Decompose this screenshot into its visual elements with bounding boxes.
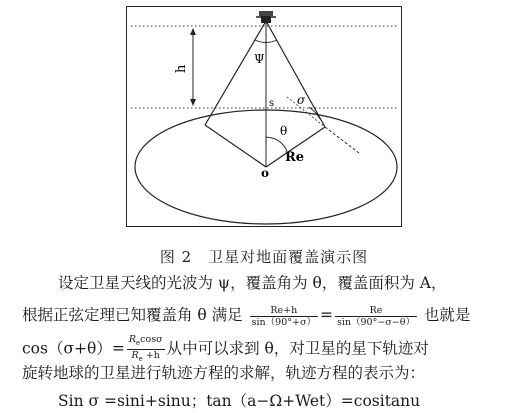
- height-arrow-up: [190, 28, 196, 35]
- line2-text-b: 也就是: [423, 306, 471, 324]
- fraction-1-numerator: Re+h: [250, 305, 318, 317]
- radius-left: [205, 125, 266, 167]
- fraction-1: [250, 305, 318, 328]
- trajectory-formula: Sin σ =sini+sinu；tan（a−Ω+Wet）=cositanu: [58, 392, 421, 410]
- fraction-3-numerator-sub: e: [136, 338, 141, 347]
- fraction-1-denominator: sin（90°+σ）: [251, 316, 316, 328]
- figure-caption: 图 2 卫星对地面覆盖演示图: [159, 248, 369, 266]
- coverage-diagram: [127, 7, 403, 228]
- tangent-extension: [325, 127, 359, 153]
- paragraph-line-2: [22, 303, 470, 328]
- cone-left-edge: [205, 21, 266, 125]
- radius-label: Re: [285, 150, 305, 165]
- fraction-3-numerator-rest: cosσ: [140, 334, 163, 345]
- fraction-3-denominator-sub: e: [138, 354, 143, 363]
- satellite-icon: [256, 11, 276, 23]
- theta-label: θ: [280, 124, 288, 138]
- fraction-2-numerator: Re: [335, 305, 417, 317]
- fraction-2-denominator: sin（90°−σ−θ）: [336, 316, 415, 328]
- elevation-reference: [287, 97, 325, 127]
- line2-text-a: 根据正弦定理已知覆盖角 θ 满足: [22, 306, 243, 324]
- paragraph-line-1: 设定卫星天线的光波为 ψ，覆盖角为 θ，覆盖面积为 A，: [58, 274, 447, 292]
- line3-text-b: 从中可以求到 θ，对卫星的星下轨迹对: [166, 339, 429, 358]
- theta-arc: [266, 137, 287, 151]
- height-arrow-down: [190, 99, 196, 106]
- equals-sign: =: [319, 306, 333, 324]
- coverage-figure: [126, 6, 402, 227]
- fraction-2: [335, 305, 417, 328]
- psi-label: Ψ: [254, 52, 265, 66]
- fraction-3-denominator-r: R: [131, 349, 139, 361]
- sigma-label: σ: [297, 93, 306, 107]
- earth-center-label: o: [261, 166, 270, 180]
- paragraph-line-4: 旋转地球的卫星进行轨迹方程的求解，轨迹方程的表示为：: [22, 364, 426, 382]
- subsatellite-point-label: s: [269, 98, 275, 109]
- line3-text-a: cos（σ+θ）=: [22, 339, 125, 358]
- fraction-3-denominator-rest: +h: [142, 349, 160, 361]
- height-label: h: [174, 64, 189, 73]
- fraction-3-numerator: [127, 334, 165, 350]
- fraction-3-numerator-r: R: [128, 334, 137, 345]
